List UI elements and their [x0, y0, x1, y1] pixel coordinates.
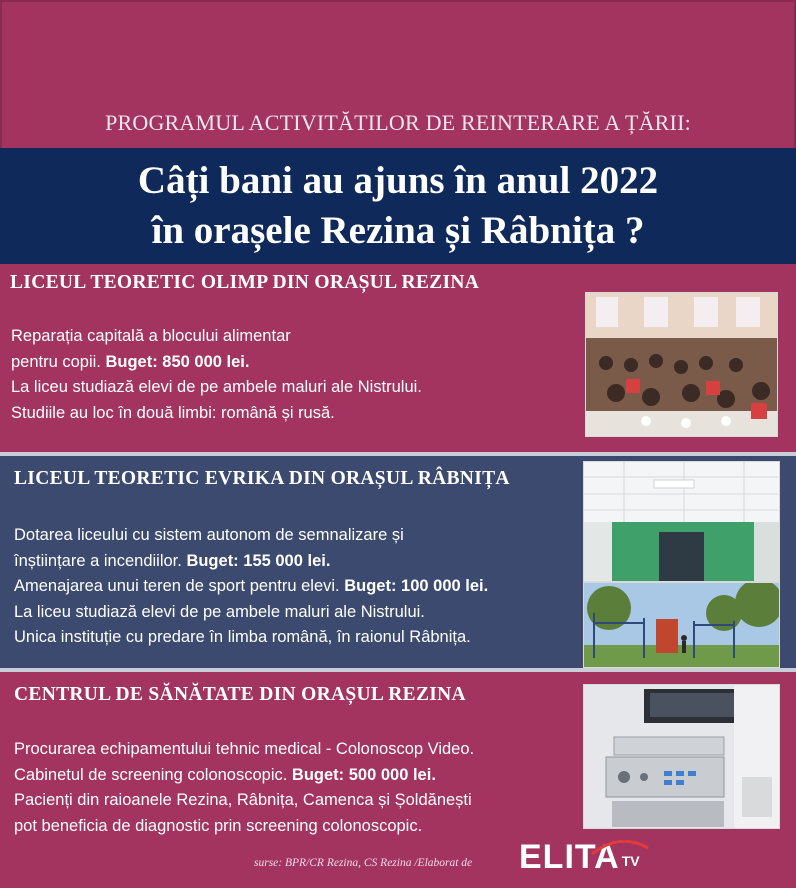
medical-equipment-photo [583, 684, 780, 829]
body-text-span: pentru copii. [11, 352, 106, 371]
source-credit: surse: BPR/CR Rezina, CS Rezina /Elaborat de [254, 857, 473, 869]
body-text-span: înștiințare a incendiilor. [14, 551, 187, 570]
budget-amount: Buget: 850 000 lei. [105, 352, 250, 371]
body-line [14, 574, 488, 600]
body-line [14, 549, 488, 575]
body-line: Reparația capitală a blocului alimentar [11, 327, 291, 345]
body-line [11, 350, 422, 376]
budget-amount: Buget: 155 000 lei. [186, 551, 331, 570]
body-line: pot beneficia de diagnostic prin screening colonoscopic. [14, 816, 423, 835]
body-line: Dotarea liceului cu sistem autonom de semnalizare și [14, 526, 404, 544]
sports-ground-illustration [584, 583, 780, 668]
section-body [11, 324, 422, 426]
corridor-illustration [584, 462, 780, 582]
section-title: LICEUL TEORETIC EVRIKA DIN ORAȘUL RÂBNIȚA [14, 468, 510, 489]
body-text-span: Amenajarea unui teren de sport pentru elevi. [14, 577, 345, 595]
logo-suffix: TV [621, 853, 640, 869]
body-line: La liceu studiază elevi de pe ambele maluri ale Nistrului. [14, 602, 425, 621]
body-text-span: Cabinetul de screening colonoscopic. [14, 765, 292, 784]
body-line: Studiile au loc în două limbi: română și rusă. [11, 403, 335, 422]
canteen-photo [585, 292, 778, 437]
corridor-photo [583, 461, 780, 582]
headline-line-1: Câți bani au ajuns în anul 2022 [137, 159, 659, 202]
program-title: PROGRAMUL ACTIVITĂTILOR DE REINTERARE A ȚĂRII: [105, 110, 691, 135]
body-line [14, 763, 474, 789]
medical-equipment-illustration [584, 685, 780, 829]
sports-ground-photo [583, 582, 780, 668]
section-body [14, 523, 488, 651]
section-title: LICEUL TEORETIC OLIMP DIN ORAȘUL REZINA [10, 272, 480, 293]
budget-amount: Buget: 100 000 lei. [344, 577, 489, 595]
logo-main: ELITA [519, 838, 620, 876]
body-line: Unica instituție cu predare în limba română, în raionul Râbnița. [14, 628, 471, 646]
body-line: La liceu studiază elevi de pe ambele maluri ale Nistrului. [11, 378, 422, 396]
budget-amount: Buget: 500 000 lei. [291, 765, 436, 784]
section-body [14, 737, 474, 839]
body-line: Procurarea echipamentului tehnic medical - Colonoscop Video. [14, 740, 475, 758]
logo-swoosh-icon [590, 838, 650, 858]
section-title: CENTRUL DE SĂNĂTATE DIN ORAȘUL REZINA [14, 684, 466, 705]
headline-banner [0, 148, 796, 264]
body-line: Pacienți din raioanele Rezina, Râbnița, Camenca și Șoldănești [14, 791, 472, 809]
canteen-illustration [586, 293, 778, 437]
headline-line-2: în orașele Rezina și Râbnița ? [151, 209, 645, 252]
